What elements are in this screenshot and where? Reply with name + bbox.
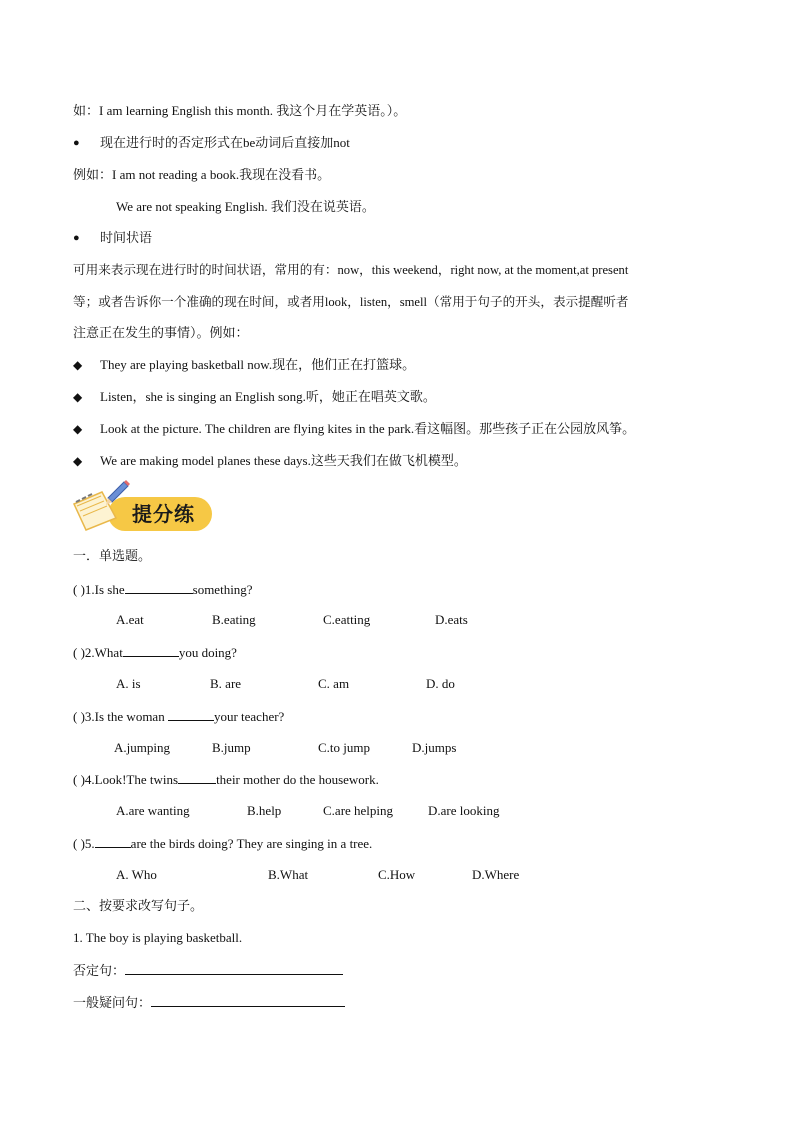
option-a[interactable]: A. is — [116, 676, 141, 691]
negative-answer-blank[interactable] — [125, 961, 343, 975]
question-4 — [73, 770, 379, 789]
option-a[interactable]: A.eat — [116, 612, 144, 627]
answer-blank[interactable] — [123, 643, 179, 657]
negative-label: 否定句： — [73, 963, 126, 978]
option-c[interactable]: C.to jump — [318, 740, 371, 755]
banner-title: 提分练 — [132, 502, 195, 526]
diamond-bullet: ◆ — [73, 454, 83, 468]
option-c[interactable]: C.How — [378, 867, 416, 882]
question-prefix: ( )4.Look!The twins — [73, 772, 179, 787]
negative-example-2: We are not speaking English. 我们没在说英语。 — [116, 199, 375, 214]
option-b[interactable]: B.eating — [212, 612, 256, 627]
answer-blank[interactable] — [178, 770, 216, 784]
rule-time-adverbials: 时间状语 — [100, 230, 153, 245]
question-suffix: your teacher? — [213, 709, 285, 724]
question-suffix: are the birds doing? They are singing in a tree. — [130, 836, 373, 851]
section-heading: 一．单选题。 — [73, 548, 152, 563]
question-prefix: ( )1.Is she — [73, 582, 125, 597]
rule-negative-form: 现在进行时的否定形式在be动词后直接加not — [100, 135, 350, 150]
time-paragraph-line-3: 注意正在发生的事情）。例如： — [73, 325, 249, 340]
question-prefix: ( )3.Is the woman — [73, 709, 165, 724]
bullet-point: ● — [73, 232, 80, 244]
question-answer-blank[interactable] — [151, 993, 345, 1007]
example-sentence: We are making model planes these days.这些天我们在做飞机模型。 — [100, 453, 467, 468]
option-d[interactable]: D.are looking — [428, 803, 500, 818]
option-b[interactable]: B.jump — [212, 740, 251, 755]
negative-example-1: 例如：I am not reading a book.我现在没看书。 — [73, 167, 331, 182]
option-a[interactable]: A.jumping — [114, 740, 170, 755]
option-c[interactable]: C. am — [318, 676, 350, 691]
bullet-point: ● — [73, 137, 80, 149]
section-heading: 二、按要求改写句子。 — [73, 898, 204, 913]
question-5 — [73, 834, 372, 853]
question-2 — [73, 643, 237, 662]
example-sentence: They are playing basketball now.现在，他们正在打篮球。 — [100, 357, 416, 372]
diamond-bullet: ◆ — [73, 422, 83, 436]
option-c[interactable]: C.are helping — [323, 803, 394, 818]
diamond-bullet: ◆ — [73, 358, 83, 372]
negative-answer-row — [73, 961, 343, 980]
question-suffix: you doing? — [178, 645, 237, 660]
question-answer-row — [73, 993, 345, 1012]
diamond-bullet: ◆ — [73, 390, 83, 404]
question-prefix: ( )5. — [73, 836, 95, 851]
question-3 — [73, 707, 284, 726]
option-d[interactable]: D.Where — [472, 867, 520, 882]
question-1 — [73, 580, 253, 599]
example-sentence: Listen，she is singing an English song.听，她正在唱英文歌。 — [100, 389, 436, 404]
time-paragraph-line-2: 等；或者告诉你一个准确的现在时间，或者用look，listen，smell（常用于句子的开头，表示提醒听者 — [73, 295, 629, 309]
option-a[interactable]: A. Who — [116, 867, 157, 882]
notepad-pencil-icon — [68, 478, 132, 536]
time-paragraph-line-1: 可用来表示现在进行时的时间状语，常用的有：now，this weekend，right now, at the moment,at present — [73, 263, 629, 277]
option-a[interactable]: A.are wanting — [116, 803, 190, 818]
answer-blank[interactable] — [95, 834, 131, 848]
option-b[interactable]: B. are — [210, 676, 242, 691]
option-d[interactable]: D.eats — [435, 612, 468, 627]
yes-no-question-label: 一般疑问句： — [73, 995, 152, 1010]
option-b[interactable]: B.What — [268, 867, 309, 882]
option-c[interactable]: C.eatting — [323, 612, 371, 627]
question-suffix: their mother do the housework. — [216, 772, 379, 787]
answer-blank[interactable] — [125, 580, 193, 594]
option-b[interactable]: B.help — [247, 803, 282, 818]
rewrite-sentence: 1. The boy is playing basketball. — [73, 930, 243, 945]
option-d[interactable]: D. do — [426, 676, 455, 691]
example-line: 如：I am learning English this month. 我这个月在学英语。）。 — [73, 103, 407, 118]
question-suffix: something? — [192, 582, 253, 597]
section-banner — [68, 478, 216, 536]
answer-blank[interactable] — [168, 707, 214, 721]
question-prefix: ( )2.What — [73, 645, 123, 660]
option-d[interactable]: D.jumps — [412, 740, 457, 755]
example-sentence: Look at the picture. The children are flying kites in the park.看这幅图。那些孩子正在公园放风筝。 — [100, 421, 636, 436]
